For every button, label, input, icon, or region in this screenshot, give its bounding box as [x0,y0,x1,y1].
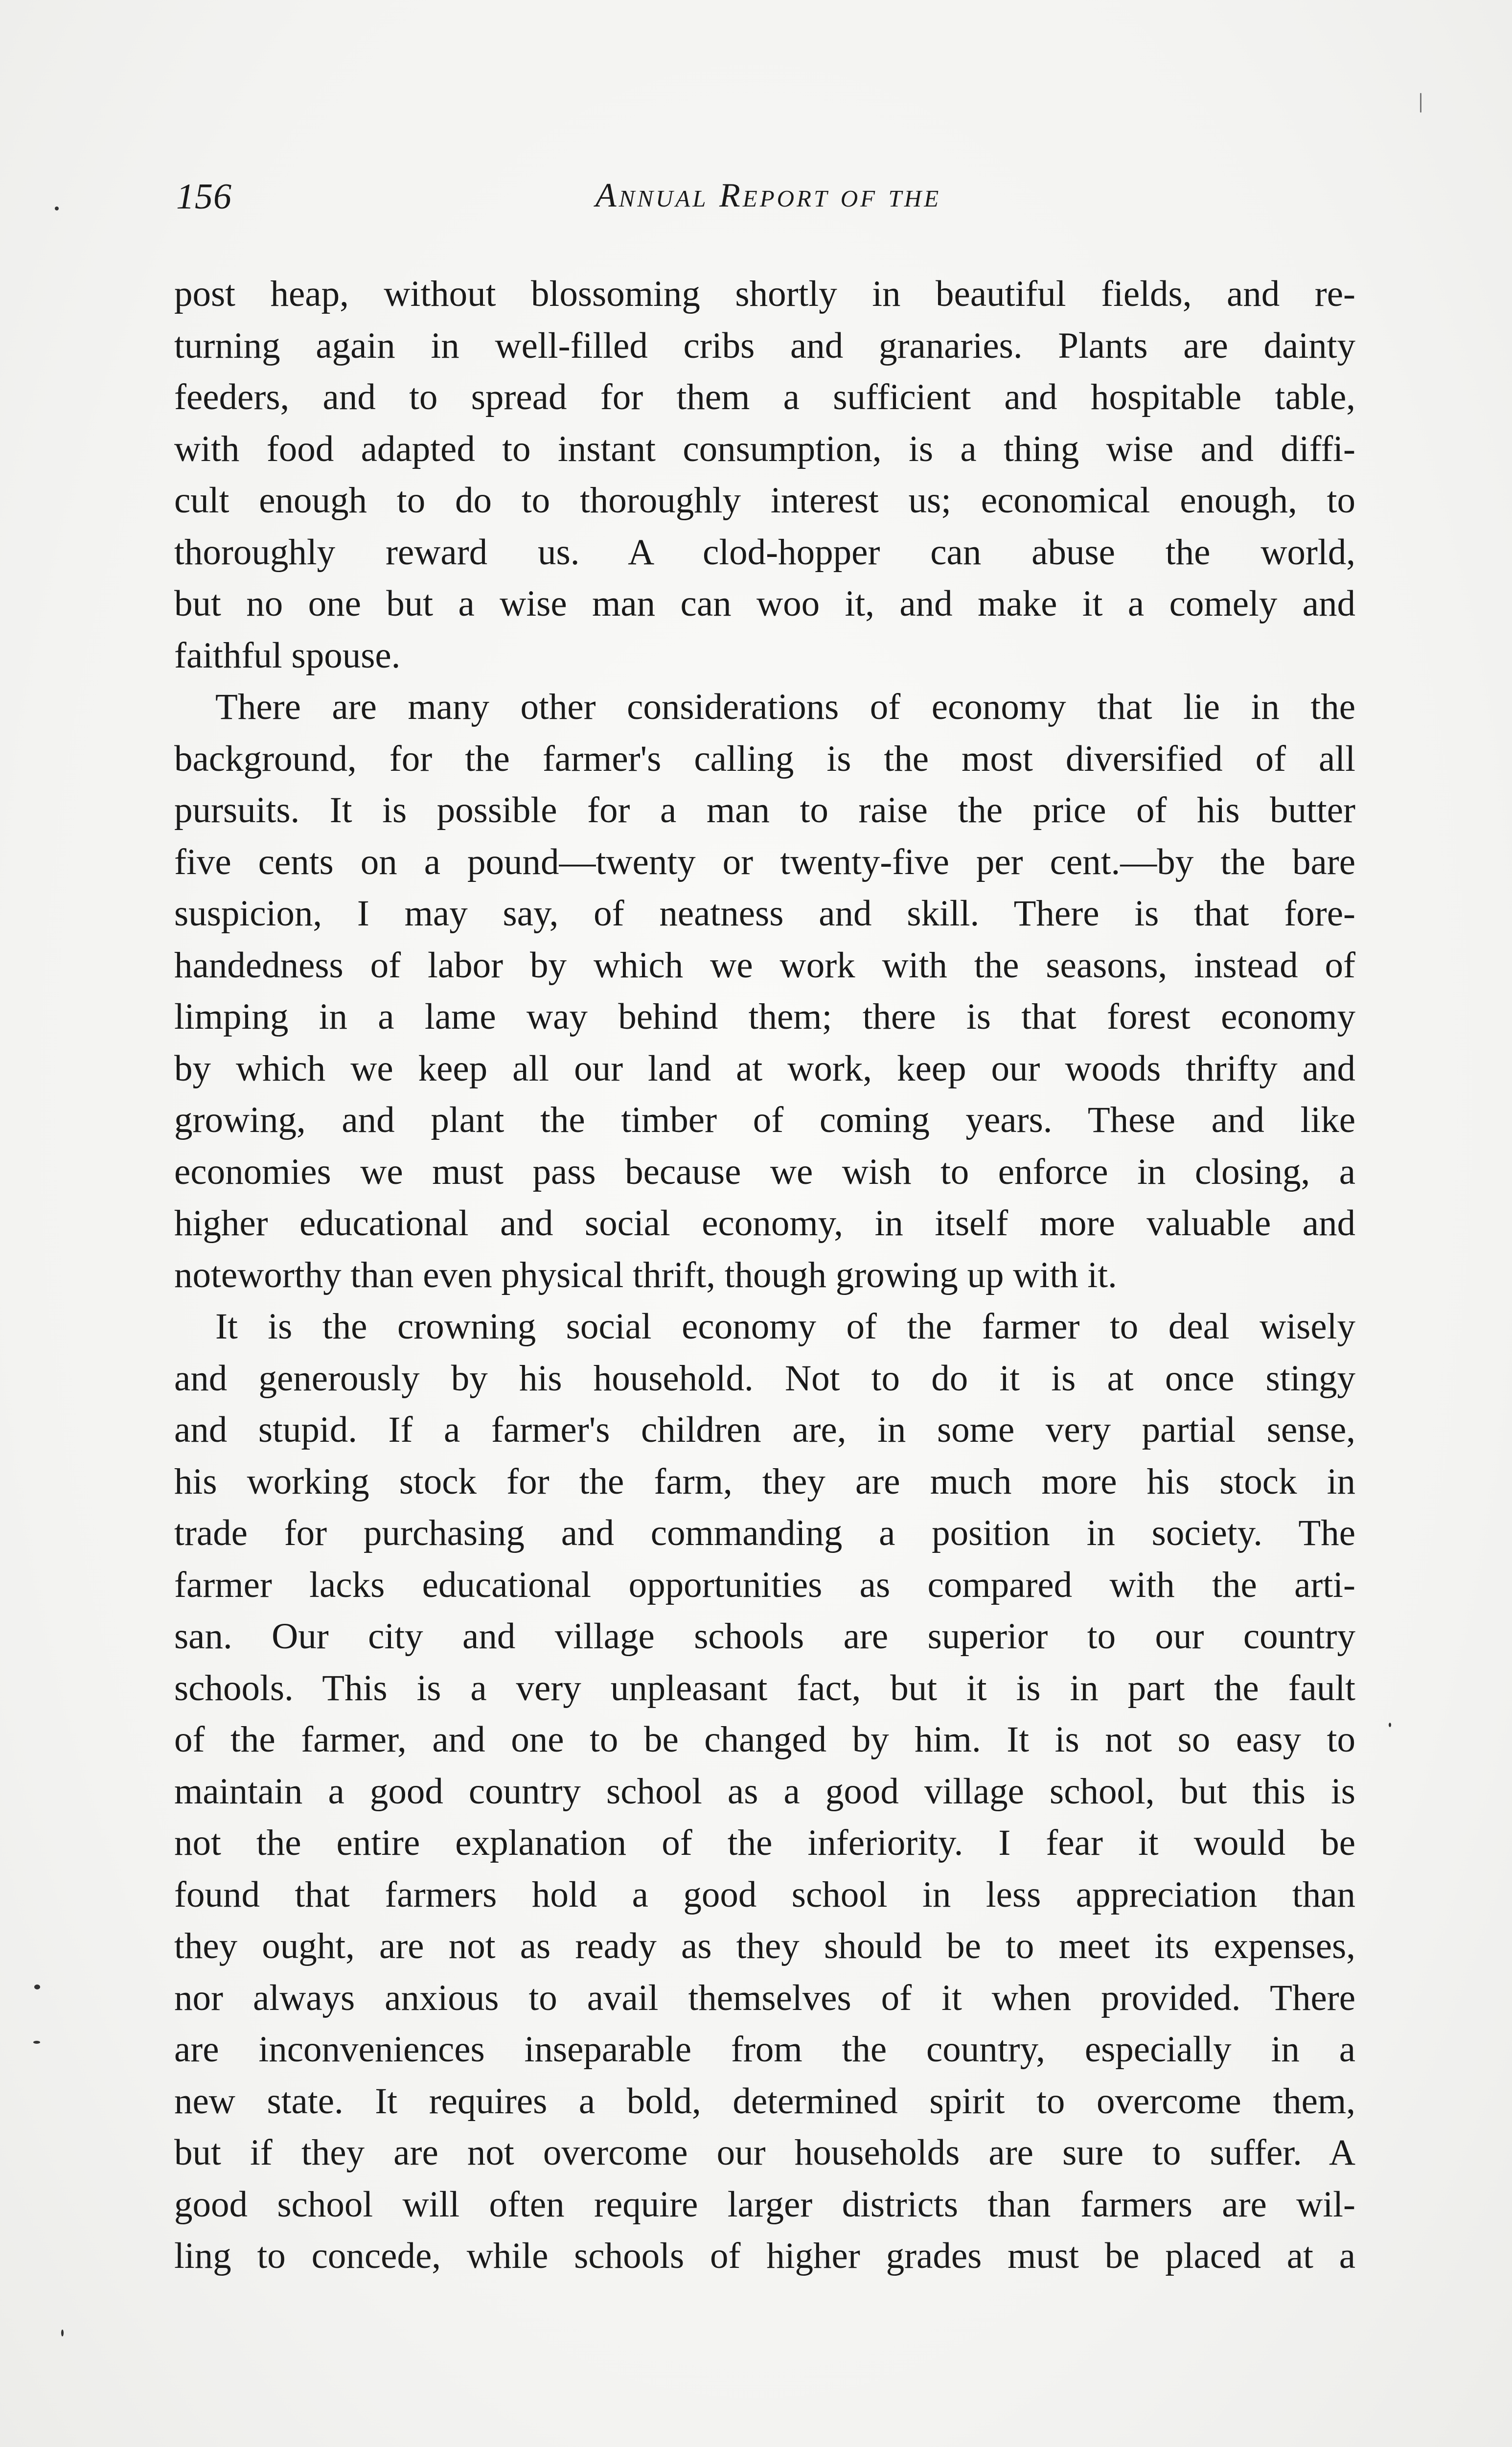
text-line: but if they are not overcome our households are sure to suffer. A [174,2132,1355,2173]
text-line: they ought, are not as ready as they should be to meet its expenses, [174,1926,1355,1966]
text-line: good school will often require larger districts than farmers are wil- [174,2184,1355,2225]
scan-speck [61,2330,64,2336]
text-line: with food adapted to instant consumption, is a thing wise and diffi- [174,428,1355,469]
text-line: maintain a good country school as a good village school, but this is [174,1771,1355,1812]
text-line: of the farmer, and one to be changed by him. It is not so easy to [174,1719,1355,1760]
text-line: by which we keep all our land at work, keep our woods thrifty and [174,1048,1355,1089]
text-line: ling to concede, while schools of higher grades must be placed at a [174,2236,1355,2276]
text-line: pursuits. It is possible for a man to raise the price of his butter [174,790,1355,831]
text-line: five cents on a pound—twenty or twenty-five per cent.—by the bare [174,841,1355,882]
text-line: background, for the farmer's calling is the most diversified of all [174,738,1355,779]
paragraph-start-line: There are many other considerations of economy that lie in the [215,687,1355,727]
text-line: feeders, and to spread for them a sufficient and hospitable table, [174,377,1355,417]
text-line: nor always anxious to avail themselves of it when provided. There [174,1977,1355,2018]
text-line: cult enough to do to thoroughly interest us; economical enough, to [174,480,1355,521]
text-line: suspicion, I may say, of neatness and skill. There is that fore- [174,893,1355,934]
text-line: schools. This is a very unpleasant fact, but it is in part the fault [174,1667,1355,1708]
body-text [174,268,1355,2282]
text-line: higher educational and social economy, in itself more valuable and [174,1203,1355,1244]
text-line: his working stock for the farm, they are much more his stock in [174,1461,1355,1502]
text-line: faithful spouse. [174,635,401,676]
text-line: trade for purchasing and commanding a position in society. The [174,1513,1355,1553]
text-line: thoroughly reward us. A clod-hopper can abuse the world, [174,531,1355,573]
text-line: farmer lacks educational opportunities as compared with the arti- [174,1564,1355,1605]
text-line: not the entire explanation of the inferiority. I fear it would be [174,1823,1355,1863]
text-line: san. Our city and village schools are superior to our country [174,1616,1355,1657]
scan-speck [1420,93,1421,113]
scan-speck [1389,1723,1391,1727]
text-line: limping in a lame way behind them; there is that forest economy [174,996,1355,1037]
text-line: turning again in well-filled cribs and granaries. Plants are dainty [174,325,1355,366]
text-line: and stupid. If a farmer's children are, in some very partial sense, [174,1409,1355,1450]
text-line: handedness of labor by which we work with the seasons, instead of [174,945,1355,986]
scan-speck [55,207,59,210]
scan-speck [33,2041,40,2044]
text-line: economies we must pass because we wish to enforce in closing, a [174,1151,1355,1192]
paragraph-start-line: It is the crowning social economy of the farmer to deal wisely [215,1306,1355,1347]
running-title: Annual Report of the [595,177,941,214]
scan-speck [34,1985,40,1989]
text-line: noteworthy than even physical thrift, though growing up with it. [174,1254,1117,1295]
page-number: 156 [176,177,232,217]
text-line: post heap, without blossoming shortly in beautiful fields, and re- [174,274,1355,314]
text-line: but no one but a wise man can woo it, and make it a comely and [174,583,1355,624]
text-line: and generously by his household. Not to do it is at once stingy [174,1358,1355,1399]
text-line: growing, and plant the timber of coming years. These and like [174,1100,1355,1140]
text-line: new state. It requires a bold, determined spirit to overcome them, [174,2080,1355,2122]
running-head [176,176,1360,230]
text-line: found that farmers hold a good school in less appreciation than [174,1874,1355,1915]
text-line: are inconveniences inseparable from the country, especially in a [174,2029,1355,2070]
